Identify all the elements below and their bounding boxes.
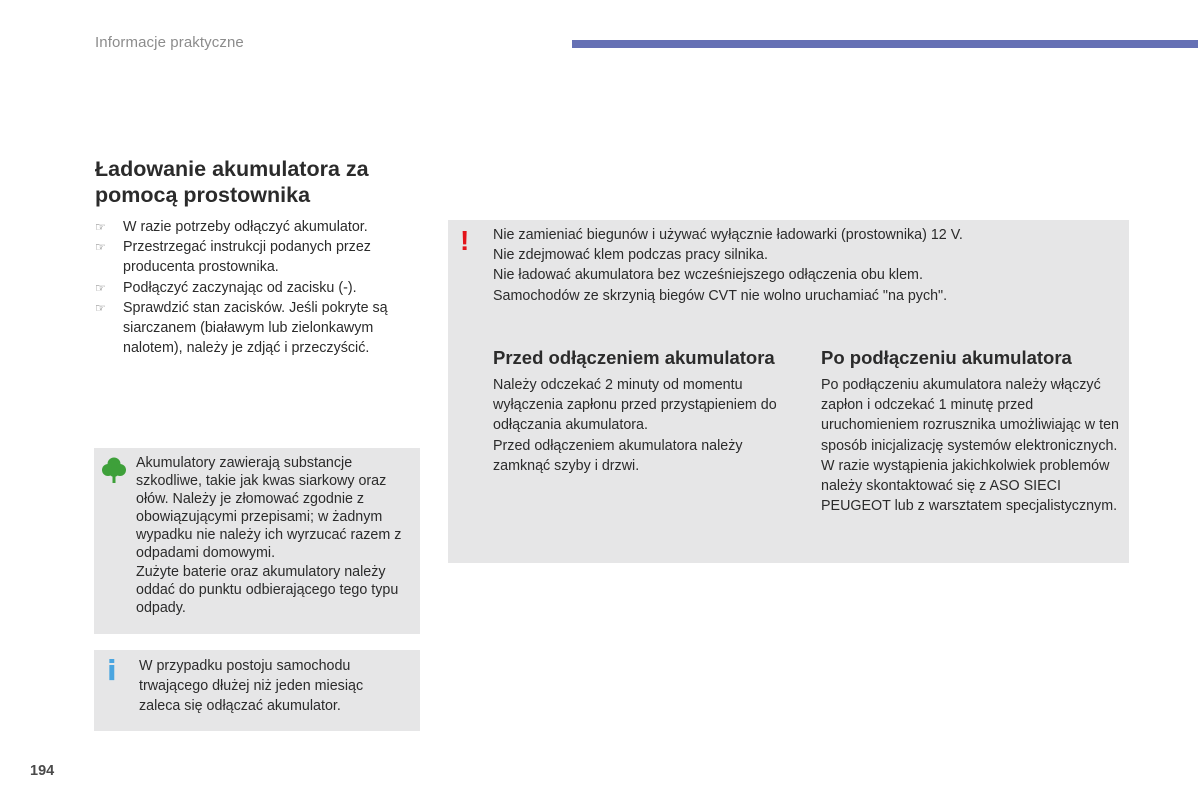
list-item-text: W razie potrzeby odłączyć akumulator.	[123, 219, 368, 235]
list-item-text: Podłączyć zaczynając od zacisku (-).	[123, 279, 357, 296]
info-note-box	[94, 650, 420, 731]
info-icon: i	[107, 654, 117, 687]
page-number: 194	[30, 763, 55, 779]
pointing-hand-icon: ☞	[95, 220, 106, 234]
warning-line: Nie ładować akumulatora bez wcześniejszego odłączenia obu klem.	[493, 267, 923, 284]
pointing-hand-icon: ☞	[95, 240, 106, 255]
list-item	[95, 298, 425, 359]
before-disconnect-text: Należy odczekać 2 minuty od momentu wyłączenia zapłonu przed przystąpieniem do odłączania akumulatora. Przed odłączeniem akumulatora należy zamknąć szyby i drzwi.	[493, 377, 777, 474]
instruction-list	[95, 217, 425, 358]
list-item	[95, 278, 425, 298]
section-title: Informacje praktyczne	[95, 34, 244, 51]
tree-eco-icon	[102, 456, 126, 484]
after-connect-section	[821, 347, 1121, 516]
warning-box	[448, 220, 1129, 563]
after-connect-heading: Po podłączeniu akumulatora	[821, 347, 1072, 368]
list-item	[95, 217, 425, 237]
warning-text	[493, 225, 1113, 306]
before-disconnect-section	[493, 347, 793, 476]
info-note-text: W przypadku postoju samochodu trwającego dłużej niż jeden miesiąc zaleca się odłączać akumulator.	[139, 658, 364, 715]
warning-line: Nie zdejmować klem podczas pracy silnika.	[493, 247, 768, 264]
warning-exclamation-icon: !	[460, 225, 470, 256]
before-disconnect-heading: Przed odłączeniem akumulatora	[493, 347, 775, 368]
eco-note-text: Akumulatory zawierają substancje szkodliwe, takie jak kwas siarkowy oraz ołów. Należy je złomować zgodnie z obowiązującymi przepisami; w żadnym wypadku nie należy ich wyrzucać razem z odpadami domowymi. Zużyte baterie oraz akumulatory należy oddać do punktu odbierającego tego typu odpady.	[136, 455, 402, 616]
page-title: Ładowanie akumulatora za pomocą prostownika	[95, 157, 369, 207]
pointing-hand-icon: ☞	[95, 300, 106, 315]
eco-note-box	[94, 448, 420, 634]
list-item-text: Sprawdzić stan zacisków. Jeśli pokryte są siarczanem (białawym lub zielonkawym nalotem), należy je zdjąć i przeczyścić.	[123, 299, 388, 357]
pointing-hand-icon: ☞	[95, 280, 106, 295]
warning-line: Nie zamieniać biegunów i używać wyłącznie ładowarki (prostownika) 12 V.	[493, 227, 963, 243]
list-item-text: Przestrzegać instrukcji podanych przez producenta prostownika.	[123, 239, 371, 276]
header-bar	[572, 40, 1198, 48]
warning-line: Samochodów ze skrzynią biegów CVT nie wolno uruchamiać "na pych".	[493, 287, 948, 304]
after-connect-text: Po podłączeniu akumulatora należy włączyć zapłon i odczekać 1 minutę przed uruchomieniem rozrusznika umożliwiając w ten sposób inicjalizację systemów elektronicznych. W razie wystąpienia jakichkolwiek problemów należy skontaktować się z ASO SIECI PEUGEOT lub z warsztatem specjalistycznym.	[821, 377, 1119, 515]
list-item	[95, 237, 425, 277]
